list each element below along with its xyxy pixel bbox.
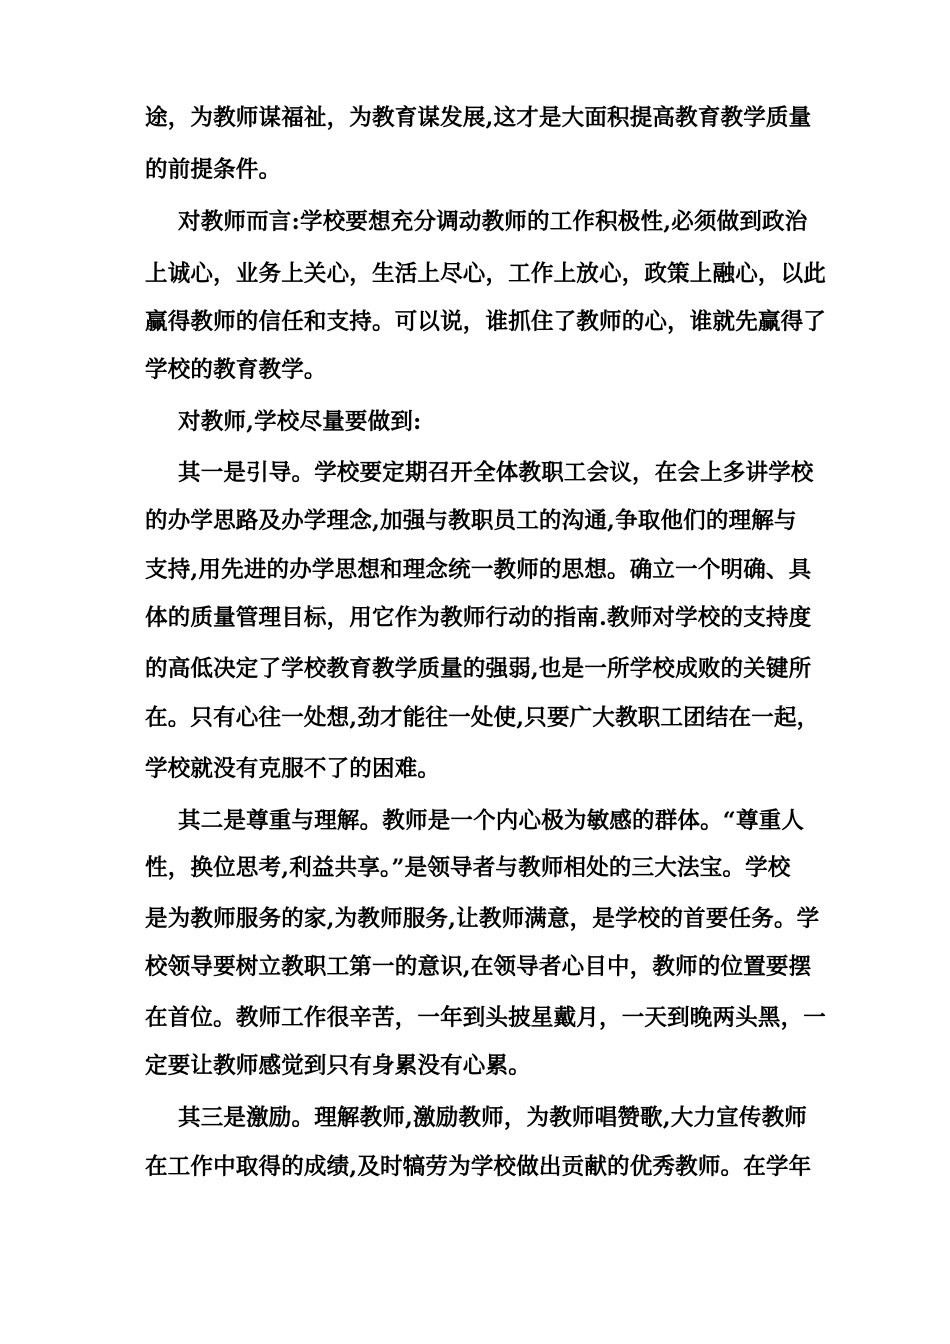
text-line: 校领导要树立教职工第一的意识,在领导者心目中，教师的位置要摆 [145,954,812,980]
text-line: 定要让教师感觉到只有身累没有心累。 [145,1053,531,1079]
text-line: 的高低决定了学校教育教学质量的强弱,也是一所学校成败的关键所 [145,656,812,682]
paragraph-first-line: 对教师,学校尽量要做到: [178,409,422,435]
text-line: 学校的教育教学。 [145,357,327,383]
text-line: 性，换位思考,利益共享。”是领导者与教师相处的三大法宝。学校 [145,855,791,881]
paragraph-first-line: 其三是激励。理解教师,激励教师，为教师唱赞歌,大力宣传教师 [178,1105,807,1131]
text-line: 的前提条件。 [145,157,282,183]
text-line: 在工作中取得的成绩,及时犒劳为学校做出贡献的优秀教师。在学年 [145,1154,812,1180]
text-line: 是为教师服务的家,为教师服务,让教师满意，是学校的首要任务。学 [145,906,820,932]
paragraph-first-line: 对教师而言:学校要想充分调动教师的工作积极性,必须做到政治 [178,209,808,235]
text-line: 途，为教师谋福祉，为教育谋发展,这才是大面积提高教育教学质量 [145,105,812,131]
paragraph-first-line: 其一是引导。学校要定期召开全体教职工会议，在会上多讲学校 [178,460,814,486]
text-line: 在。只有心往一处想,劲才能往一处使,只要广大教职工团结在一起， [145,705,820,731]
text-line: 的办学思路及办学理念,加强与教职员工的沟通,争取他们的理解与 [145,508,797,534]
text-line: 体的质量管理目标，用它作为教师行动的指南.教师对学校的支持度 [145,605,812,631]
text-line: 学校就没有克服不了的困难。 [145,756,441,782]
text-line: 在首位。教师工作很辛苦，一年到头披星戴月，一天到晚两头黑，一 [145,1005,827,1031]
paragraph-first-line: 其二是尊重与理解。教师是一个内心极为敏感的群体。“尊重人 [178,808,805,834]
text-line: 上诚心，业务上关心，生活上尽心，工作上放心，政策上融心，以此 [145,261,827,287]
text-line: 支持,用先进的办学思想和理念统一教师的思想。确立一个明确、具 [145,557,812,583]
text-line: 赢得教师的信任和支持。可以说，谁抓住了教师的心，谁就先赢得了 [145,309,827,335]
